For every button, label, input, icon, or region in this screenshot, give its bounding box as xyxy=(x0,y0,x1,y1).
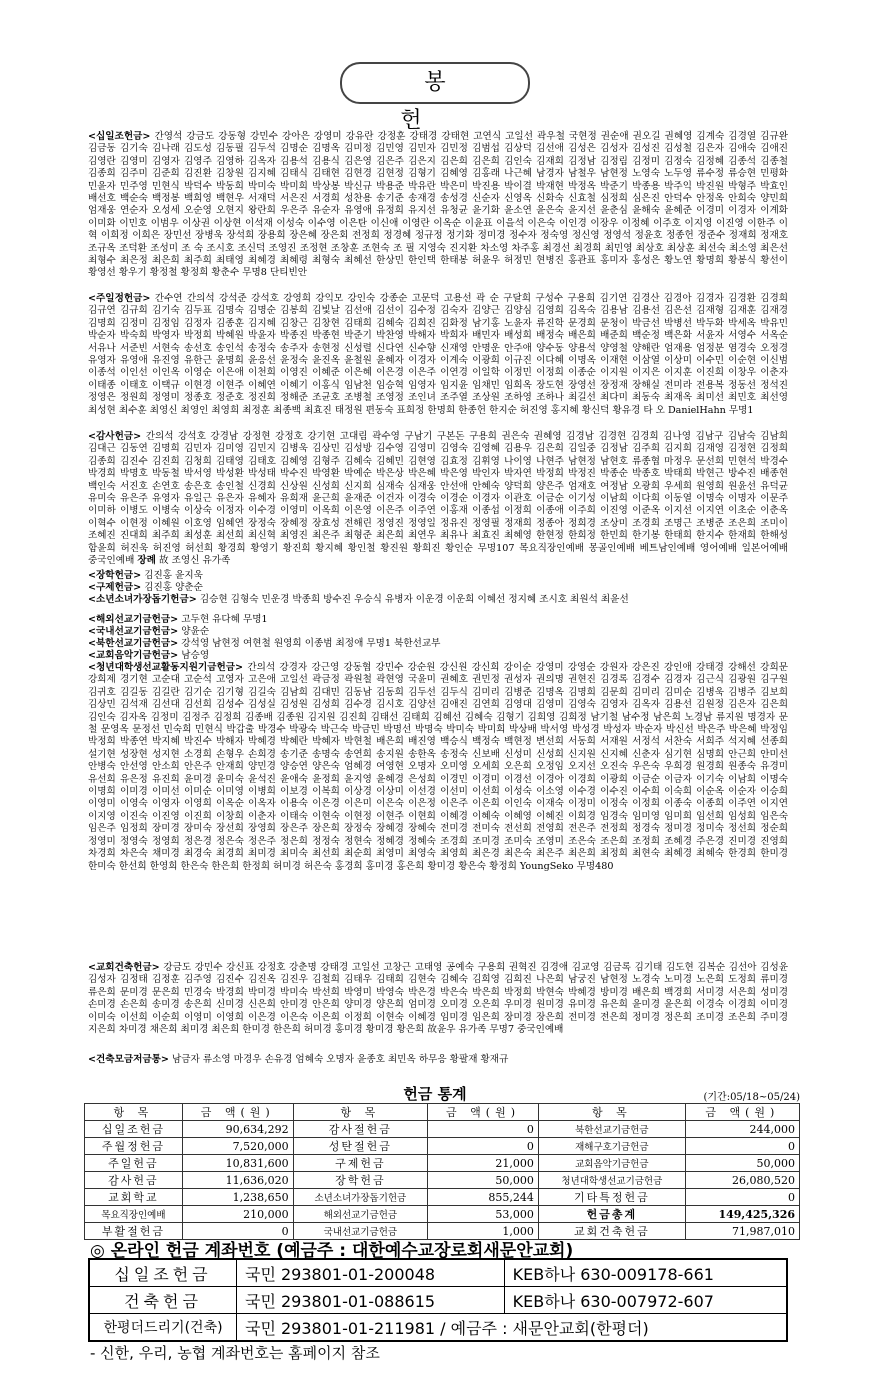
offering-names: 김승현 김형숙 민운경 박종희 방수진 우승식 유병자 이운경 이운희 이혜선 정지혜 조시호 최원석 최윤선 xyxy=(199,594,629,605)
stats-total-amount: 149,425,326 xyxy=(685,1206,799,1223)
header-item: 항 목 xyxy=(85,1104,183,1121)
stats-period: (기간:05/18~05/24) xyxy=(703,1092,800,1103)
offering-section-tithe xyxy=(88,131,788,280)
table-row xyxy=(85,1189,800,1206)
stats-item: 부활절헌금 xyxy=(85,1223,183,1240)
offering-section-building xyxy=(88,962,788,1036)
header-amount: 금 액(원) xyxy=(685,1104,799,1121)
offering-section-north-korea xyxy=(88,638,440,650)
stats-item: 감사절헌금 xyxy=(293,1121,428,1138)
stats-item: 교회음악기금헌금 xyxy=(538,1155,685,1172)
stats-amount: 50,000 xyxy=(428,1172,539,1189)
stats-amount: 1,000 xyxy=(428,1223,539,1240)
stats-item: 감사헌금 xyxy=(85,1172,183,1189)
stats-item: 십일조헌금 xyxy=(85,1121,183,1138)
stats-amount: 1,238,650 xyxy=(182,1189,293,1206)
offering-section-music xyxy=(88,650,209,662)
title-area xyxy=(0,62,870,131)
offering-label: <장학헌금> xyxy=(88,570,142,581)
stats-amount: 7,520,000 xyxy=(182,1138,293,1155)
offering-names: 김진홍 양춘순 xyxy=(144,582,203,593)
offering-section-thanks xyxy=(88,431,788,567)
header-amount: 금 액(원) xyxy=(428,1104,539,1121)
stats-amount: 90,634,292 xyxy=(182,1121,293,1138)
account-bank-kb: 국민 293801-01-088615 xyxy=(237,1287,505,1314)
header-item: 항 목 xyxy=(538,1104,685,1121)
stats-amount: 210,000 xyxy=(182,1206,293,1223)
offering-label: <북한선교기금헌금> xyxy=(88,638,179,649)
account-name: 십일조헌금 xyxy=(89,1259,237,1287)
stats-item: 성탄절헌금 xyxy=(293,1138,428,1155)
stats-amount: 10,831,600 xyxy=(182,1155,293,1172)
account-note: - 신한, 우리, 농협 계좌번호는 홈페이지 참조 xyxy=(90,1344,380,1362)
account-bank-kb: 국민 293801-01-200048 xyxy=(237,1259,505,1287)
offering-label: <교회음악기금헌금> xyxy=(88,650,179,661)
stats-total-label: 헌금총계 xyxy=(538,1206,685,1223)
offering-names: 간의석 강경자 강근영 강동협 강민수 강순원 강신원 강신희 강이순 강영미 강영순 강원자 강은진 강인애 강태경 강해선 강희문 강희제 경기현 고순대 고순석 고영자 고은애 고일선 곽금정 곽원철 곽현영 국윤미 권혜호 권민정 권성자 권의명 권현진 김경록 김경수 김경자 김근식 김광원 김구원 김귀호 김길동 김길란 김기순 김기형 김길숙 김남희 김대민 김동남 김동희 김두선 김두식 김미리 김병준 김명옥 김명희 김문희 김미리 김미순 김병욱 김병주 김보희 김상민 김석재 김선대 김선희 김성수 김성실 김성원 김성희 김수경 김시호 김양선 김애진 김연희 김영대 김영미 김영숙 김영자 김옥자 김용선 김원정 김은자 김은희 김인숙 김자옥 김정미 김정주 김정희 김종배 김종원 김지원 김진희 김태선 김태희 김혜선 김혜숙 김형기 김희영 김희정 남기철 남수정 남은희 노경남 류지원 명경자 문 철 문영옥 문정선 민숙희 민현식 박갑출 박경수 박광숙 박근숙 박금민 박명선 박명숙 박미숙 박미희 박상배 박서영 박성경 박성자 박순자 박신선 박은주 박은혜 박정임 박정희 박종연 박지혜 박진수 박해자 박혜경 박혜란 박혜자 박현철 배은희 배진영 백승식 백정숙 백현정 변선희 서동희 서재원 서정석 서찬숙 서희주 석지혜 선종희 설기현 성장현 성지현 소경희 손형우 손희경 송기준 송명숙 송연희 송지원 송한옥 송정숙 신보배 신성미 신성희 신지원 신지혜 신춘자 심기현 심명희 안근희 안미선 안병숙 안선영 안소희 안은주 안재희 양민경 양승연 양은숙 엄혜경 여영현 오명자 오미영 오세희 오은희 오정임 오지선 오진숙 우은숙 우희경 원경희 원종숙 유경미 유선희 유은정 유진희 윤미경 윤미숙 윤석진 윤애숙 윤정희 윤지영 윤혜경 은성희 이경민 이경미 이경선 이경아 이경희 이광희 이금순 이금자 이기숙 이남희 이명숙 이명희 이미경 이미선 이미순 이미영 이병희 이보경 이복희 이상경 이상미 이선경 이선미 이선희 이성숙 이소영 이수경 이수진 이수희 이숙희 이순옥 이순자 이승희 이영미 이영숙 이영자 이영희 이옥순 이옥자 이용숙 이은경 이은미 이은숙 이은정 이은주 이은희 이인숙 이재숙 이정미 이정숙 이정희 이종숙 이종희 이주연 이지연 이지영 이진숙 이진영 이진희 이창희 이춘자 이태숙 이현숙 이현정 이현주 이현희 이혜경 이혜숙 이혜영 이혜진 이희경 임경숙 임미영 임미희 임선희 임성희 임은숙 임은주 임정희 장미경 장미숙 장선희 장영희 장은주 장은희 장정숙 장혜경 장혜숙 전미경 전미숙 전선희 전영희 전은주 전정희 정경숙 정미경 정미숙 정선희 정순희 정영미 정영숙 정영희 정은경 정은숙 정은주 정은희 정정숙 정현숙 정혜경 정혜숙 조경희 조미경 조미숙 조영미 조은숙 조은희 조정희 조혜경 주은경 진미경 진영희 차경희 차은숙 채미경 최경숙 최경희 최미경 최미숙 최선희 최순희 최영미 최영숙 최영희 최은경 최은숙 최은주 최은희 최정희 최현숙 최혜경 최혜숙 한경희 한미경 한미숙 한선희 한영희 한은숙 한은희 한정희 허미경 허은숙 홍경희 홍미경 홍은희 황미경 황은숙 황정희 YoungSeko 무명480 xyxy=(88,662,788,872)
stats-amount: 0 xyxy=(685,1138,799,1155)
stats-item: 청년대학생선교기금헌금 xyxy=(538,1172,685,1189)
offering-label: <청년대학생선교활동지원기금헌금> xyxy=(88,662,244,673)
table-row xyxy=(89,1314,787,1342)
stats-table xyxy=(84,1103,800,1240)
stats-item: 교회학교 xyxy=(85,1189,183,1206)
page-title: 봉 헌 xyxy=(340,62,530,104)
stats-item: 장학헌금 xyxy=(293,1172,428,1189)
offering-label: <십일조헌금> xyxy=(88,131,151,142)
stats-amount: 21,000 xyxy=(428,1155,539,1172)
stats-amount: 0 xyxy=(182,1223,293,1240)
stats-item: 기타특정헌금 xyxy=(538,1189,685,1206)
offering-section-overseas xyxy=(88,614,268,626)
offering-label: <국내선교기금헌금> xyxy=(88,626,179,637)
offering-section-relief xyxy=(88,582,203,594)
table-row xyxy=(85,1206,800,1223)
offering-names: 간영석 강금도 강동형 강민수 강아은 강영미 강유란 강정훈 강태경 강태현 고연식 고일선 곽우철 국현정 권순애 권오길 권혜영 김계숙 김경열 김규완 김금동 김기숙 김나래 김도성 김동필 김두석 김명순 김명옥 김미정 김민영 김민자 김민정 김범섭 김상덕 김선애 김성은 김성자 김성진 김성철 김은자 김애숙 김애진 김영란 김영미 김영자 김영주 김영하 김옥자 김용석 김용식 김은영 김은주 김은지 김은희 김은희 김인숙 김재희 김정남 김정림 김정미 김정숙 김정혜 김종석 김종철 김종희 김주미 김준희 김진환 김창원 김지혜 김태식 김태현 김현경 김현정 김형기 김혜영 김홍래 나근혜 남경자 남철우 남현정 노영숙 노두영 류수정 류승현 민평화 민윤자 민주영 민현식 박덕수 박동희 박미숙 박미희 박상봉 박신규 박용준 박유란 박은미 박진용 박이결 박재현 박정옥 박준기 박종용 박주익 박진원 박형주 박효인 배선호 백순숙 백정봉 백희영 백현우 서재덕 서은진 서경희 성찬용 송기준 송재경 송성경 신순자 신영옥 신화숙 신효철 심정희 심은진 안덕수 안정옥 안희숙 양민희 엄재웅 연순자 오성세 오순영 오현지 왕란희 우은주 유순자 유영애 유정희 유지선 유청균 윤기화 윤소연 윤은숙 윤지선 윤춘심 윤해숙 윤혜준 이경미 이경자 이계화 이미화 이민호 이범우 이상권 이상현 이석재 이성숙 이수영 이은탄 이신애 이영란 이옥순 이윤표 이을석 이은숙 이인경 이장우 이정혜 이주호 이지영 이진영 이한주 이 혁 이희정 이희은 장민선 장병욱 장석희 장용희 장은혜 장은회 전정희 정경혜 정규정 정기화 정미경 정수자 정숙영 정신영 정영석 정윤호 정종헌 정준수 정재희 정재호 조규옥 조덕환 조성미 조 숙 조시호 조신덕 조영진 조정현 조창훈 조현숙 조 필 지영숙 진지환 차소영 차주홍 최경선 최경희 최민영 최상호 최상훈 최선숙 최소영 최은선 최형수 최은정 최은희 최주희 최태영 최혜경 최혜령 최형숙 최혜선 한상민 한인택 한태봉 허윤우 허정민 현병진 홍관표 홍미자 홍성은 황노연 황명희 황봉식 황선이 황영선 황우기 황정철 황정희 황춘수 무명8 단티빈안 xyxy=(88,131,788,279)
offering-extra: 목요직장인예배 몽골인예배 베트남인예배 영어예배 일본어예배 중국인예배 xyxy=(88,542,789,567)
offering-names: 남금자 류소영 마경우 손유경 엄혜숙 오명자 윤종호 최민옥 하무응 황팔재 황재규 xyxy=(172,1054,509,1065)
stats-item: 국내선교기금헌금 xyxy=(293,1223,428,1240)
table-row xyxy=(85,1172,800,1189)
offering-label: <교회건축헌금> xyxy=(88,962,160,973)
stats-amount: 53,000 xyxy=(428,1206,539,1223)
offering-names: 김진홍 윤지욱 xyxy=(144,570,203,581)
offering-section-youth-support xyxy=(88,594,629,606)
account-name: 건축헌금 xyxy=(89,1287,237,1314)
offering-section-scholarship xyxy=(88,570,203,582)
stats-amount: 0 xyxy=(685,1189,799,1206)
offering-label: <소년소녀가장돕기헌금> xyxy=(88,594,197,605)
offering-names: 고두현 유다혜 무명1 xyxy=(181,614,268,625)
stats-item: 구제헌금 xyxy=(293,1155,428,1172)
stats-item: 교회건축헌금 xyxy=(538,1223,685,1240)
account-bank-keb: KEB하나 630-007972-607 xyxy=(504,1287,787,1314)
offering-label: <건축모금저금통> xyxy=(88,1054,169,1065)
table-row xyxy=(89,1259,787,1287)
table-row xyxy=(85,1121,800,1138)
offering-names: 양윤순 xyxy=(181,626,210,637)
stats-amount: 50,000 xyxy=(685,1155,799,1172)
offering-extra2: 故 조영신 유가족 xyxy=(159,555,231,567)
header-item: 항 목 xyxy=(293,1104,428,1121)
header-amount: 금 액(원) xyxy=(182,1104,293,1121)
table-row xyxy=(85,1155,800,1172)
account-table xyxy=(88,1258,788,1342)
offering-names: 남승영 xyxy=(181,650,210,661)
stats-amount: 244,000 xyxy=(685,1121,799,1138)
stats-amount: 71,987,010 xyxy=(685,1223,799,1240)
offering-names: 강금도 강민수 강신표 강정호 강춘명 강태경 고일선 고창근 고태영 공예숙 구용희 권혁진 김경애 김교영 김금록 김기태 김도현 김복순 김선아 김성윤 김성자 김정태 김정훈 김주영 김진수 김진옥 김진우 김철희 김태우 김태희 김현숙 김혜숙 김희영 김희진 나은희 남궁진 남현정 노경숙 노미경 노은희 도정희 류미경 류은희 문미경 문은희 민경숙 박경희 박미경 박미숙 박선희 박영미 박영숙 박은경 박은숙 박은희 박정희 박현숙 박혜경 방미경 배은희 백경희 서미경 서은희 성미경 손미경 손은희 송미경 송은희 신미경 신은희 안미경 안은희 양미경 양은희 엄미경 오미경 오은희 우미경 원미경 유미경 유은희 윤미경 윤은희 이경숙 이경희 이미경 이미숙 이선희 이순희 이영미 이영희 이은경 이은숙 이은희 이정희 이현숙 이혜경 임미경 임은희 장미경 장은희 전미경 전은희 정미경 정은희 조미경 조은희 주미경 지은희 차미경 채은희 최미경 최은희 한미경 한은희 허미경 홍미경 황미경 황은희 故윤우 유가족 무명7 중국인예배 xyxy=(88,962,788,1036)
offering-label: <주일정헌금> xyxy=(88,293,151,304)
table-row xyxy=(89,1287,787,1314)
stats-header-row xyxy=(85,1104,800,1121)
stats-amount: 0 xyxy=(428,1138,539,1155)
offering-section-piggybank xyxy=(88,1054,508,1066)
stats-amount: 855,244 xyxy=(428,1189,539,1206)
offering-names: 강석영 남현정 여현철 원영희 이종범 최정애 무명1 북한선교부 xyxy=(181,638,441,649)
stats-item: 재해구호기금헌금 xyxy=(538,1138,685,1155)
stats-title: 헌금 통계 xyxy=(403,1085,467,1103)
account-bank-keb: KEB하나 630-009178-661 xyxy=(504,1259,787,1287)
offering-label: <해외선교기금헌금> xyxy=(88,614,179,625)
offering-extra-label: 장례 xyxy=(137,555,156,567)
stats-item: 목요직장인예배 xyxy=(85,1206,183,1223)
stats-item: 주일헌금 xyxy=(85,1155,183,1172)
offering-label: <구제헌금> xyxy=(88,582,142,593)
stats-item: 소년소녀가장돕기헌금 xyxy=(293,1189,428,1206)
stats-item: 해외선교기금헌금 xyxy=(293,1206,428,1223)
stats-item: 북한선교기금헌금 xyxy=(538,1121,685,1138)
table-row xyxy=(85,1138,800,1155)
offering-section-monthly xyxy=(88,293,788,417)
stats-amount: 0 xyxy=(428,1121,539,1138)
offering-section-college xyxy=(88,662,788,873)
account-name: 한평더드리기(건축) xyxy=(89,1314,237,1342)
stats-item: 주월정헌금 xyxy=(85,1138,183,1155)
stats-amount: 11,636,020 xyxy=(182,1172,293,1189)
account-title: ◎ 온라인 헌금 계좌번호 (예금주 : 대한예수교장로회새문안교회) xyxy=(90,1241,574,1261)
offering-label: <감사헌금> xyxy=(88,431,142,442)
stats-amount: 26,080,520 xyxy=(685,1172,799,1189)
offering-names: 간수연 간의석 강석준 강석호 강영희 강익모 강인숙 강종순 고문덕 고용선 곽 순 구달희 구성수 구용희 김기연 김경산 김경아 김경자 김경환 김경희 김규연 김규희 김기숙 김두표 김명숙 김명순 김봉희 김빛날 김선애 김선이 김수정 김숙자 김양근 김양심 김영희 김옥숙 김용남 김용선 김은선 김재형 김재훈 김재경 김명희 김정미 김정임 김정자 김종훈 김지혜 김창근 김창현 김태희 김혜숙 김희진 김화정 남기홍 노윤자 류진학 문경희 문청이 박금선 박병선 박두화 박세옥 박유민 박순자 박숙희 박영자 박정희 박혜원 박윤자 박종진 박종현 박준기 박찬영 박해자 박희자 배민자 배성희 배정숙 배은희 배준희 백순정 백은화 서윤자 서영수 서옥순 서유나 서준빈 서현숙 송선호 송인석 송정숙 송주자 송현정 신성렬 신다연 신수향 신재영 안명운 안주애 양수동 양용석 양영철 양해란 엄재용 엄정분 염경숙 오정경 유영자 유영애 유진영 유한근 윤명희 윤응선 윤정숙 윤진옥 윤철원 윤혜자 이경자 이계숙 이광희 이규진 이다혜 이명옥 이재현 이삼열 이상미 이수민 이순현 이신범 이종석 이인선 이인옥 이영순 이은애 이천희 이영진 이혜준 이은혜 이은경 이은주 이연경 이일학 이정민 이정희 이종순 이지원 이지은 이지훈 이진희 이창우 이춘자 이태종 이태호 이택규 이현경 이현주 이혜연 이혜기 이홍식 임남천 임승혁 임영자 임지윤 임채민 임희옥 장도현 장영선 장정재 장해실 전미라 전용복 정동선 정석진 정영은 정원희 정영미 정종호 정준호 정진희 정해준 조균호 조병철 조영정 조인녀 조주열 조상원 조하영 조하나 최길선 최다미 최동숙 최재옥 최미선 최민호 최선영 최성현 최수훈 최영신 최영인 최영희 최정훈 최종백 최효진 태정원 편동숙 표희정 한명희 한종헌 한지순 허진영 홍지혜 황신덕 황유경 타 오 DanielHahn 무명1 xyxy=(88,293,788,416)
offering-names: 간의석 강석호 강경남 강정현 강정호 강기현 고대림 곽수영 구남기 구본돈 구용희 권은숙 권혜영 김경남 김경현 김경희 김나영 김남구 김남숙 김남희 김대근 김동연 김명희 김민자 김미영 김민지 김병욱 김상민 김성방 김수영 김영미 김영숙 김영혜 김용우 김은희 김일중 김정남 김주희 김지희 김재영 김정현 김정희 김종희 김진수 김진희 김청희 김태영 김태호 김혜영 김형주 김혜숙 김혜민 김현영 김효정 김휘영 나이영 나현주 남현정 남현호 류종협 마정우 문선희 민현석 박경수 박경희 박명호 박동철 박서영 박성환 박성태 박수진 박영환 박예순 박은상 박은혜 박은영 박인자 박자연 박정희 박정진 박종순 박종호 박태희 박현근 방수진 배종현 백인숙 서진호 손연호 송은호 송인철 신경희 신상원 신성희 신지희 심재숙 심재웅 안선애 안혜숙 양덕희 양은주 엄재호 여정남 오광희 우세희 원영희 원윤선 유덕균 유미숙 유은주 유영자 유일근 유은자 유혜자 유희재 윤근희 윤재준 이건자 이경숙 이경순 이경자 이관호 이금순 이기성 이남희 이다희 이동열 이명숙 이명자 이문주 이미하 이병도 이병숙 이상숙 이정자 이수경 이영미 이옥희 이은영 이은주 이주연 이홍재 이종섭 이정희 이종애 이주희 이진영 이준옥 이지선 이지연 이초순 이춘옥 이혁수 이현정 이혜원 이호영 임혜연 장정숙 장혜정 장효성 전해린 정영진 정영일 정유진 정영필 정재희 정종아 정희경 조상미 조경희 조명근 조병준 조은희 조미이 조혜진 진대희 최주희 최성훈 최선희 최신혁 최영진 최은주 최형준 최은희 최연우 최유나 최효진 최혜영 한현정 한희정 한민희 한기봉 한태희 한지수 한재희 한해성 함윤희 허진욱 허진영 허선희 황경희 황영기 황진희 황지혜 황인철 황진원 황희진 황인순 무명107 xyxy=(88,431,788,554)
offering-section-domestic xyxy=(88,626,209,638)
account-bank-kb: 국민 293801-01-211981 / 예금주 : 새문안교회(한평더) xyxy=(237,1314,788,1342)
